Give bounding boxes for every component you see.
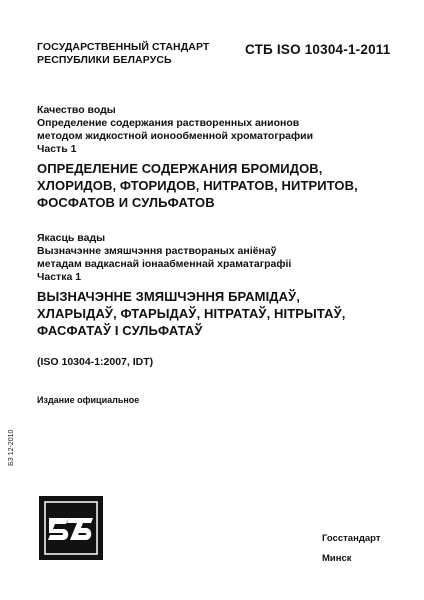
standard-type-line-2: РЕСПУБЛИКИ БЕЛАРУСЬ [37, 53, 172, 66]
belarusian-subtitle-line: Якасць вады [37, 232, 106, 244]
side-code: БЗ 12-2010 [8, 429, 15, 466]
russian-title-block [37, 104, 407, 211]
stb-logo-icon [39, 496, 103, 560]
russian-main-title-line: ФОСФАТОВ И СУЛЬФАТОВ [37, 195, 215, 210]
standard-type-header [37, 41, 209, 66]
belarusian-main-title-line: ФАСФАТАЎ І СУЛЬФАТАЎ [37, 323, 203, 338]
russian-subtitle-line: Определение содержания растворенных анионов [37, 117, 300, 129]
belarusian-subtitle-line: Вызначэнне змяшчэння раствораных аніёнаў [37, 245, 277, 257]
russian-subtitle-line: Качество воды [37, 104, 116, 116]
russian-part-line: Часть 1 [37, 143, 77, 155]
russian-subtitle-line: методом жидкостной ионообменной хроматографии [37, 130, 314, 142]
belarusian-main-title-line: ВЫЗНАЧЭННЕ ЗМЯШЧЭННЯ БРАМІДАЎ, [37, 289, 301, 304]
standard-designation: СТБ ISO 10304-1-2011 [245, 42, 391, 57]
standard-type-line-1: ГОСУДАРСТВЕННЫЙ СТАНДАРТ [37, 41, 210, 53]
russian-main-title-line: ОПРЕДЕЛЕНИЕ СОДЕРЖАНИЯ БРОМИДОВ, [37, 161, 323, 176]
publisher-city: Минск [322, 553, 352, 564]
edition-label: Издание официальное [37, 395, 140, 405]
iso-reference: (ISO 10304-1:2007, IDT) [37, 356, 154, 368]
belarusian-main-title-line: ХЛАРЫДАЎ, ФТАРЫДАЎ, НІТРАТАЎ, НІТРЫТАЎ, [37, 306, 346, 321]
publisher-block [322, 529, 380, 569]
belarusian-part-line: Частка 1 [37, 271, 82, 283]
belarusian-title-block [37, 232, 407, 339]
publisher-name: Госстандарт [322, 533, 381, 544]
russian-main-title-line: ХЛОРИДОВ, ФТОРИДОВ, НИТРАТОВ, НИТРИТОВ, [37, 178, 358, 193]
belarusian-subtitle-line: метадам вадкаснай іонаабменнай храматаграфіі [37, 258, 292, 270]
